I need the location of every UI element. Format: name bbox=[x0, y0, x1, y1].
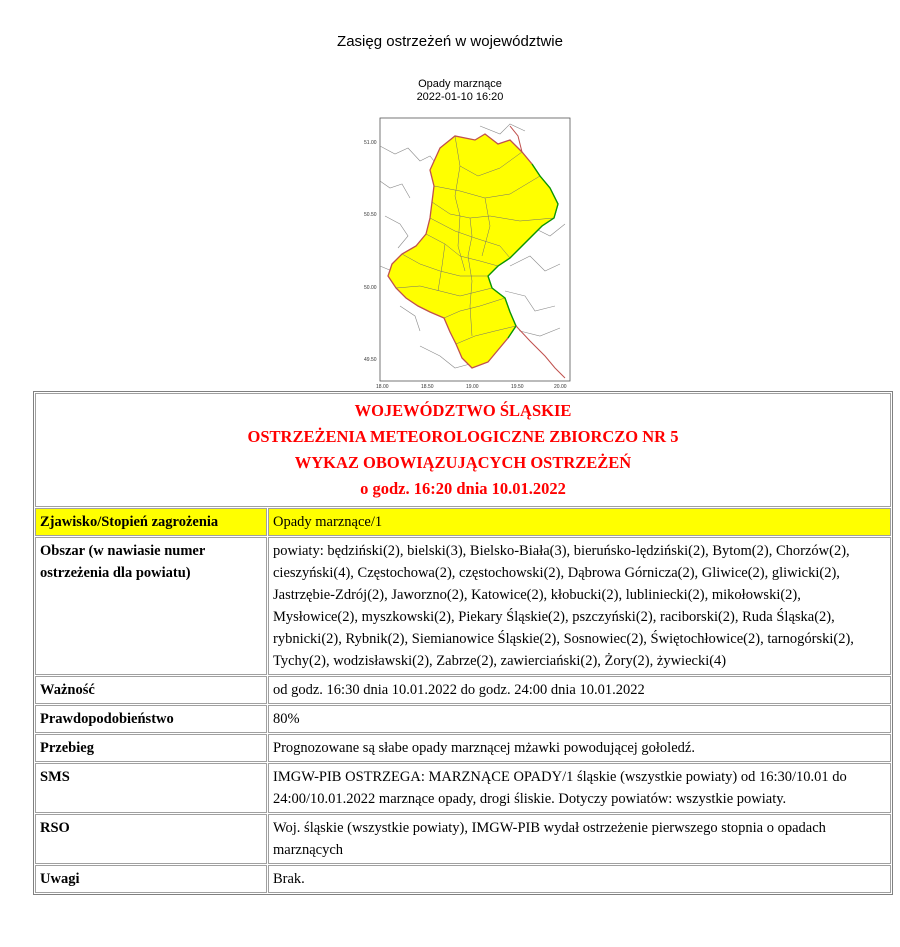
table-header-row bbox=[35, 393, 891, 507]
row-label: RSO bbox=[35, 814, 267, 864]
table-row bbox=[35, 814, 891, 864]
lat-tick-label: 49.50 bbox=[364, 357, 377, 363]
map-phenomenon: Opady marznące bbox=[418, 78, 502, 90]
bulletin-time: o godz. 16:20 dnia 10.01.2022 bbox=[360, 479, 566, 498]
lon-tick-labels bbox=[376, 384, 567, 390]
row-label: Ważność bbox=[35, 676, 267, 704]
row-value: IMGW-PIB OSTRZEGA: MARZNĄCE OPADY/1 śląskie (wszystkie powiaty) od 16:30/10.01 do 24:00/10.01.2022 marznące opady, drogi śliskie. Dotyczy powiatów: wszystkie powiaty. bbox=[268, 763, 891, 813]
lon-tick-label: 18.50 bbox=[421, 384, 434, 390]
table-row bbox=[35, 763, 891, 813]
table-row bbox=[35, 865, 891, 893]
row-value: od godz. 16:30 dnia 10.01.2022 do godz. 24:00 dnia 10.01.2022 bbox=[268, 676, 891, 704]
table-row bbox=[35, 705, 891, 733]
row-value: Prognozowane są słabe opady marznącej mżawki powodującej gołoledź. bbox=[268, 734, 891, 762]
lat-tick-label: 51.00 bbox=[364, 140, 377, 146]
lon-tick-label: 20.00 bbox=[554, 384, 567, 390]
row-label: Obszar (w nawiasie numer ostrzeżenia dla powiatu) bbox=[35, 537, 267, 675]
lat-tick-label: 50.00 bbox=[364, 285, 377, 291]
warning-map-svg bbox=[360, 106, 575, 391]
page-title: Zasięg ostrzeżeń w województwie bbox=[337, 33, 563, 50]
map-caption bbox=[360, 78, 560, 104]
lon-tick-label: 19.00 bbox=[466, 384, 479, 390]
row-label: Zjawisko/Stopień zagrożenia bbox=[35, 508, 267, 536]
row-value: Woj. śląskie (wszystkie powiaty), IMGW-PIB wydał ostrzeżenie pierwszego stopnia o opadach marznących bbox=[268, 814, 891, 864]
lon-tick-label: 19.50 bbox=[511, 384, 524, 390]
row-value: powiaty: będziński(2), bielski(3), Bielsko-Biała(3), bieruńsko-lędziński(2), Bytom(2), Chorzów(2), cieszyński(4), Częstochowa(2), częstochowski(2), Dąbrowa Górnicza(2), Gliwice(2), gliwicki(2), Jastrzębie-Zdrój(2), Jaworzno(2), Katowice(2), kłobucki(2), lubliniecki(2), mikołowski(2), Mysłowice(2), myszkowski(2), Piekary Śląskie(2), pszczyński(2), raciborski(2), Ruda Śląska(2), rybnicki(2), Rybnik(2), Siemianowice Śląskie(2), Sosnowiec(2), Świętochłowice(2), tarnogórski(2), Tychy(2), wodzisławski(2), Zabrze(2), zawierciański(2), Żory(2), żywiecki(4) bbox=[268, 537, 891, 675]
table-row bbox=[35, 537, 891, 675]
bulletin-subtitle: WYKAZ OBOWIĄZUJĄCYCH OSTRZEŻEŃ bbox=[294, 453, 632, 472]
lat-tick-labels bbox=[364, 140, 377, 363]
row-label: SMS bbox=[35, 763, 267, 813]
row-value: Opady marznące/1 bbox=[268, 508, 891, 536]
table-row bbox=[35, 676, 891, 704]
row-label: Prawdopodobieństwo bbox=[35, 705, 267, 733]
row-label: Uwagi bbox=[35, 865, 267, 893]
row-value: Brak. bbox=[268, 865, 891, 893]
lat-tick-label: 50.50 bbox=[364, 212, 377, 218]
row-value: 80% bbox=[268, 705, 891, 733]
table-row bbox=[35, 734, 891, 762]
warnings-table bbox=[33, 391, 893, 895]
warning-map bbox=[360, 106, 575, 391]
table-row bbox=[35, 508, 891, 536]
lon-tick-label: 18.00 bbox=[376, 384, 389, 390]
row-label: Przebieg bbox=[35, 734, 267, 762]
bulletin-title: OSTRZEŻENIA METEOROLOGICZNE ZBIORCZO NR 5 bbox=[247, 427, 679, 446]
table-header bbox=[35, 393, 891, 507]
voivodeship-name: WOJEWÓDZTWO ŚLĄSKIE bbox=[354, 401, 572, 420]
map-timestamp: 2022-01-10 16:20 bbox=[416, 91, 504, 103]
